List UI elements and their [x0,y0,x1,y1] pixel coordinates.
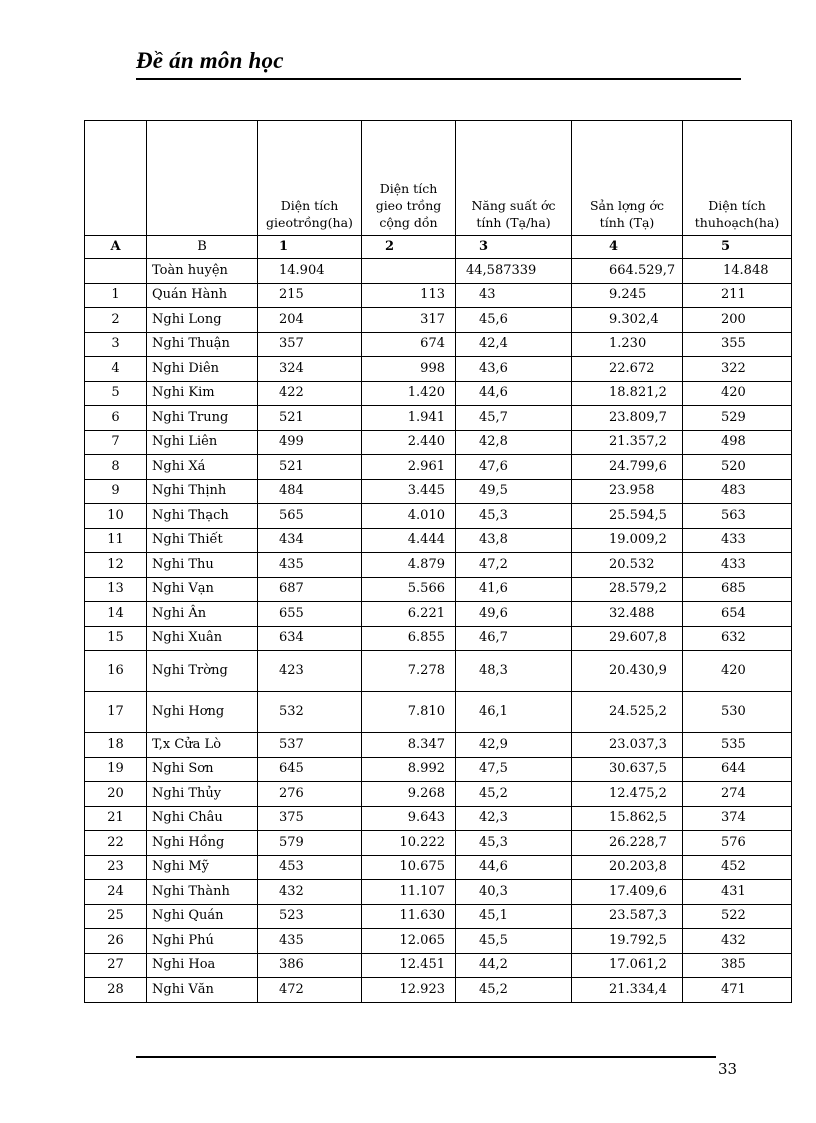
harvest-area-cell: 433 [683,528,792,553]
table-row [85,626,792,651]
sown-area-cell: 435 [258,929,362,954]
row-index-cell: 25 [85,904,147,929]
column-header-output: Sản lợng ớc tính (Tạ) [572,121,683,236]
sown-area-cell: 655 [258,602,362,627]
sown-area-cell: 375 [258,806,362,831]
table-row [85,692,792,733]
sown-area-cell: 435 [258,553,362,578]
commune-name-cell: Nghi Hoa [147,953,258,978]
yield-cell: 47,5 [456,757,572,782]
commune-name-cell: Nghi Thành [147,880,258,905]
cumulative-area-cell: 4.879 [362,553,456,578]
cumulative-area-cell: 7.810 [362,692,456,733]
table-row [85,504,792,529]
table-row [85,479,792,504]
harvest-area-cell: 632 [683,626,792,651]
sown-area-cell: 324 [258,357,362,382]
cumulative-area-cell: 674 [362,332,456,357]
harvest-area-cell: 433 [683,553,792,578]
commune-name-cell: Nghi Thạch [147,504,258,529]
commune-name-cell: Nghi Hồng [147,831,258,856]
total-sown-area-cell: 14.904 [258,259,362,284]
footer-divider [136,1056,716,1058]
commune-name-cell: Nghi Quán [147,904,258,929]
harvest-area-cell: 654 [683,602,792,627]
row-index-cell: 18 [85,733,147,758]
row-index-cell: 5 [85,381,147,406]
harvest-area-cell: 522 [683,904,792,929]
table-row [85,332,792,357]
cumulative-area-cell: 3.445 [362,479,456,504]
harvest-area-cell: 452 [683,855,792,880]
commune-name-cell: Nghi Ân [147,602,258,627]
sown-area-cell: 499 [258,430,362,455]
row-index-cell: 11 [85,528,147,553]
table-row [85,782,792,807]
row-index-cell: 23 [85,855,147,880]
total-row [85,259,792,284]
total-cumulative-cell [362,259,456,284]
harvest-area-cell: 520 [683,455,792,480]
cumulative-area-cell: 9.643 [362,806,456,831]
column-header-yield: Năng suất ớc tính (Tạ/ha) [456,121,572,236]
output-cell: 24.525,2 [572,692,683,733]
sown-area-cell: 386 [258,953,362,978]
column-header-index [85,121,147,236]
sown-area-cell: 276 [258,782,362,807]
sown-area-cell: 432 [258,880,362,905]
harvest-area-cell: 576 [683,831,792,856]
yield-cell: 43,6 [456,357,572,382]
harvest-area-cell: 385 [683,953,792,978]
sown-area-cell: 523 [258,904,362,929]
yield-cell: 45,2 [456,782,572,807]
table-row [85,455,792,480]
row-index-cell: 19 [85,757,147,782]
row-index-cell: 27 [85,953,147,978]
cumulative-area-cell: 5.566 [362,577,456,602]
column-header-name [147,121,258,236]
table-row [85,577,792,602]
total-name-cell: Toàn huyện [147,259,258,284]
letter-cell: 1 [258,236,362,259]
output-cell: 20.532 [572,553,683,578]
sown-area-cell: 565 [258,504,362,529]
row-index-cell: 8 [85,455,147,480]
harvest-area-cell: 535 [683,733,792,758]
commune-name-cell: Nghi Trờng [147,651,258,692]
cumulative-area-cell: 10.222 [362,831,456,856]
cumulative-area-cell: 1.420 [362,381,456,406]
commune-name-cell: Nghi Vạn [147,577,258,602]
output-cell: 1.230 [572,332,683,357]
output-cell: 26.228,7 [572,831,683,856]
harvest-area-cell: 420 [683,651,792,692]
output-cell: 21.334,4 [572,978,683,1003]
output-cell: 25.594,5 [572,504,683,529]
row-index-cell: 15 [85,626,147,651]
commune-name-cell: Nghi Long [147,308,258,333]
harvest-area-cell: 432 [683,929,792,954]
cumulative-area-cell: 11.630 [362,904,456,929]
output-cell: 29.607,8 [572,626,683,651]
harvest-area-cell: 322 [683,357,792,382]
statistics-table [84,120,792,1003]
output-cell: 19.792,5 [572,929,683,954]
sown-area-cell: 537 [258,733,362,758]
letter-cell: 4 [572,236,683,259]
output-cell: 23.037,3 [572,733,683,758]
output-cell: 30.637,5 [572,757,683,782]
row-index-cell: 6 [85,406,147,431]
commune-name-cell: Nghi Liên [147,430,258,455]
row-index-cell: 22 [85,831,147,856]
row-index-cell: 14 [85,602,147,627]
cumulative-area-cell: 8.992 [362,757,456,782]
table-row [85,978,792,1003]
output-cell: 20.430,9 [572,651,683,692]
row-index-cell: 28 [85,978,147,1003]
cumulative-area-cell: 8.347 [362,733,456,758]
cumulative-area-cell: 7.278 [362,651,456,692]
yield-cell: 42,8 [456,430,572,455]
letter-cell: 5 [683,236,792,259]
yield-cell: 42,9 [456,733,572,758]
letter-cell: 3 [456,236,572,259]
commune-name-cell: Nghi Kim [147,381,258,406]
commune-name-cell: Quán Hành [147,283,258,308]
cumulative-area-cell: 4.010 [362,504,456,529]
yield-cell: 44,6 [456,855,572,880]
yield-cell: 43,8 [456,528,572,553]
output-cell: 23.809,7 [572,406,683,431]
harvest-area-cell: 200 [683,308,792,333]
cumulative-area-cell: 6.221 [362,602,456,627]
output-cell: 18.821,2 [572,381,683,406]
table-row [85,602,792,627]
table-row [85,430,792,455]
table-row [85,855,792,880]
column-letter-row [85,236,792,259]
yield-cell: 43 [456,283,572,308]
row-index-cell: 7 [85,430,147,455]
harvest-area-cell: 498 [683,430,792,455]
commune-name-cell: Nghi Xuân [147,626,258,651]
yield-cell: 47,6 [456,455,572,480]
output-cell: 12.475,2 [572,782,683,807]
cumulative-area-cell: 12.451 [362,953,456,978]
table-row [85,929,792,954]
output-cell: 23.587,3 [572,904,683,929]
table-row [85,806,792,831]
table-row [85,904,792,929]
output-cell: 21.357,2 [572,430,683,455]
yield-cell: 45,5 [456,929,572,954]
yield-cell: 48,3 [456,651,572,692]
row-index-cell: 17 [85,692,147,733]
sown-area-cell: 484 [258,479,362,504]
row-index-cell: 4 [85,357,147,382]
letter-cell: B [147,236,258,259]
yield-cell: 42,4 [456,332,572,357]
sown-area-cell: 434 [258,528,362,553]
page-number: 33 [718,1060,738,1078]
commune-name-cell: Nghi Xá [147,455,258,480]
yield-cell: 45,6 [456,308,572,333]
table-row [85,831,792,856]
header-divider [136,78,741,80]
sown-area-cell: 521 [258,455,362,480]
output-cell: 23.958 [572,479,683,504]
total-yield-cell: 44,587339 [456,259,572,284]
sown-area-cell: 472 [258,978,362,1003]
cumulative-area-cell: 11.107 [362,880,456,905]
yield-cell: 40,3 [456,880,572,905]
output-cell: 28.579,2 [572,577,683,602]
harvest-area-cell: 483 [683,479,792,504]
sown-area-cell: 422 [258,381,362,406]
cumulative-area-cell: 12.923 [362,978,456,1003]
cumulative-area-cell: 317 [362,308,456,333]
output-cell: 22.672 [572,357,683,382]
output-cell: 19.009,2 [572,528,683,553]
output-cell: 32.488 [572,602,683,627]
harvest-area-cell: 431 [683,880,792,905]
cumulative-area-cell: 4.444 [362,528,456,553]
yield-cell: 45,2 [456,978,572,1003]
row-index-cell: 24 [85,880,147,905]
table-row [85,283,792,308]
yield-cell: 49,6 [456,602,572,627]
row-index-cell: 21 [85,806,147,831]
table-row [85,308,792,333]
table-row [85,733,792,758]
yield-cell: 44,2 [456,953,572,978]
commune-name-cell: Nghi Văn [147,978,258,1003]
sown-area-cell: 645 [258,757,362,782]
harvest-area-cell: 420 [683,381,792,406]
letter-cell: 2 [362,236,456,259]
commune-name-cell: Nghi Thịnh [147,479,258,504]
commune-name-cell: Nghi Thiết [147,528,258,553]
sown-area-cell: 204 [258,308,362,333]
harvest-area-cell: 471 [683,978,792,1003]
table-row [85,553,792,578]
cumulative-area-cell: 10.675 [362,855,456,880]
harvest-area-cell: 529 [683,406,792,431]
yield-cell: 46,7 [456,626,572,651]
total-harvest-cell: 14.848 [683,259,792,284]
yield-cell: 45,3 [456,504,572,529]
row-index-cell: 2 [85,308,147,333]
row-index-cell: 16 [85,651,147,692]
yield-cell: 41,6 [456,577,572,602]
page-header-title: Đề án môn học [136,48,284,73]
output-cell: 9.245 [572,283,683,308]
row-index-cell: 13 [85,577,147,602]
commune-name-cell: Nghi Mỹ [147,855,258,880]
harvest-area-cell: 355 [683,332,792,357]
table-row [85,357,792,382]
cumulative-area-cell: 2.440 [362,430,456,455]
cumulative-area-cell: 12.065 [362,929,456,954]
commune-name-cell: Nghi Phú [147,929,258,954]
output-cell: 24.799,6 [572,455,683,480]
table-row [85,528,792,553]
row-index-cell: 3 [85,332,147,357]
commune-name-cell: Nghi Trung [147,406,258,431]
table-row [85,406,792,431]
column-header-harvest-area: Diện tích thuhoạch(ha) [683,121,792,236]
cumulative-area-cell: 998 [362,357,456,382]
harvest-area-cell: 644 [683,757,792,782]
row-index-cell: 10 [85,504,147,529]
sown-area-cell: 423 [258,651,362,692]
total-output-cell: 664.529,7 [572,259,683,284]
sown-area-cell: 579 [258,831,362,856]
yield-cell: 47,2 [456,553,572,578]
harvest-area-cell: 274 [683,782,792,807]
yield-cell: 45,7 [456,406,572,431]
column-header-sown-area: Diện tích gieotrồng(ha) [258,121,362,236]
cumulative-area-cell: 1.941 [362,406,456,431]
sown-area-cell: 215 [258,283,362,308]
sown-area-cell: 453 [258,855,362,880]
harvest-area-cell: 374 [683,806,792,831]
commune-name-cell: Nghi Sơn [147,757,258,782]
harvest-area-cell: 530 [683,692,792,733]
commune-name-cell: Nghi Diên [147,357,258,382]
cumulative-area-cell: 9.268 [362,782,456,807]
table-row [85,651,792,692]
commune-name-cell: Nghi Châu [147,806,258,831]
table-row [85,953,792,978]
cumulative-area-cell: 6.855 [362,626,456,651]
output-cell: 17.061,2 [572,953,683,978]
yield-cell: 42,3 [456,806,572,831]
output-cell: 17.409,6 [572,880,683,905]
sown-area-cell: 357 [258,332,362,357]
sown-area-cell: 634 [258,626,362,651]
commune-name-cell: Nghi Thu [147,553,258,578]
row-index-cell: 12 [85,553,147,578]
row-index-cell: 20 [85,782,147,807]
cumulative-area-cell: 113 [362,283,456,308]
sown-area-cell: 521 [258,406,362,431]
commune-name-cell: Nghi Thủy [147,782,258,807]
output-cell: 20.203,8 [572,855,683,880]
table-header-row [85,121,792,236]
row-index-cell: 26 [85,929,147,954]
yield-cell: 44,6 [456,381,572,406]
sown-area-cell: 687 [258,577,362,602]
sown-area-cell: 532 [258,692,362,733]
commune-name-cell: T,x Cửa Lò [147,733,258,758]
row-index-cell: 9 [85,479,147,504]
cumulative-area-cell: 2.961 [362,455,456,480]
yield-cell: 49,5 [456,479,572,504]
commune-name-cell: Nghi Thuận [147,332,258,357]
row-index-cell: 1 [85,283,147,308]
table-row [85,880,792,905]
table-row [85,757,792,782]
harvest-area-cell: 563 [683,504,792,529]
total-index-cell [85,259,147,284]
output-cell: 9.302,4 [572,308,683,333]
letter-cell: A [85,236,147,259]
column-header-cumulative-area: Diện tích gieo trồng cộng dồn [362,121,456,236]
yield-cell: 45,1 [456,904,572,929]
yield-cell: 45,3 [456,831,572,856]
harvest-area-cell: 685 [683,577,792,602]
commune-name-cell: Nghi Hơng [147,692,258,733]
output-cell: 15.862,5 [572,806,683,831]
table-row [85,381,792,406]
harvest-area-cell: 211 [683,283,792,308]
yield-cell: 46,1 [456,692,572,733]
